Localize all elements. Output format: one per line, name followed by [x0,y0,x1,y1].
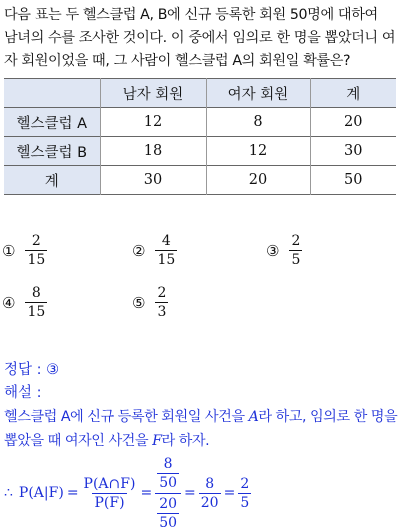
choice-number: ② [132,241,146,260]
complex-fraction [155,455,181,532]
explanation-text [4,405,400,453]
row-label: 헬스클럽 A [4,108,100,137]
cell-total: 30 [310,137,396,166]
result-denominator: 5 [240,494,250,511]
cell-male: 12 [100,108,206,137]
step-fraction [199,475,221,512]
cell-male: 30 [100,166,206,195]
table-header-male: 남자 회원 [100,79,206,108]
table-row [4,108,396,137]
table-row [4,137,396,166]
table-header-female: 여자 회원 [206,79,310,108]
cell-male: 18 [100,137,206,166]
inner-fraction [157,455,179,492]
equals-sign: = [140,485,153,501]
choice-5[interactable] [132,284,168,321]
complex-denominator [155,494,181,532]
choice-3[interactable] [266,232,302,269]
explanation-line-1 [4,405,400,429]
equals-sign: = [184,485,196,501]
inner-denominator: 50 [159,474,178,491]
choice-fraction [155,284,168,321]
choice-numerator: 2 [31,233,41,249]
row-label: 헬스클럽 B [4,137,100,166]
conditional-fraction [82,475,138,512]
equals-sign: = [223,485,236,501]
cell-female: 20 [206,166,310,195]
solution-formula [4,455,251,531]
equals-sign: = [66,485,79,501]
answer-line: 정답 : ③ [4,362,60,378]
choice-fraction [25,284,47,321]
choice-denominator: 5 [291,252,301,268]
inner-numerator: 20 [159,495,178,512]
inner-numerator: 8 [163,455,173,472]
cell-total: 20 [310,108,396,137]
cell-female: 12 [206,137,310,166]
choice-1[interactable] [2,232,47,269]
choice-numerator: 2 [291,233,301,249]
variable-f: F [152,433,162,449]
cell-total: 50 [310,166,396,195]
variable-a: A [248,409,259,425]
choice-fraction [289,232,302,269]
conditional-denominator: P(F) [94,494,125,511]
step-denominator: 20 [200,494,219,511]
table-header-corner [4,79,100,108]
row-label: 계 [4,166,100,195]
result-numerator: 2 [240,475,250,492]
table-header-row [4,79,396,108]
choice-number: ① [2,241,16,260]
cell-female: 8 [206,108,310,137]
choice-4[interactable] [2,284,47,321]
explanation-title: 해설 : [4,385,42,401]
step-numerator: 8 [205,475,215,492]
result-fraction [238,475,251,512]
choice-denominator: 15 [27,252,46,268]
choice-fraction [155,232,177,269]
membership-table [4,78,396,195]
choice-numerator: 8 [31,285,41,301]
problem-text [4,4,398,73]
choice-denominator: 3 [157,304,167,320]
choice-denominator: 15 [157,252,176,268]
table-row [4,166,396,195]
problem-line-2: 남녀의 수를 조사한 것이다. 이 중에서 임의로 한 명을 뽑았더니 여 [4,30,396,46]
therefore-symbol: ∴ [4,485,13,501]
table-header-total: 계 [310,79,396,108]
choice-denominator: 15 [27,304,46,320]
inner-fraction [157,495,179,532]
explanation-text-part: 헬스클럽 A에 신규 등록한 회원일 사건을 [4,409,249,425]
choice-number: ③ [266,241,280,260]
explanation-line-2 [4,429,400,453]
formula-lhs: P(A|F) [18,485,64,501]
explanation-text-part: 라 하자. [161,433,210,449]
problem-line-3: 자 회원이었을 때, 그 사람이 헬스클럽 A의 회원일 확률은? [4,53,351,69]
explanation-text-part: 라 하고, 임의로 한 명을 [258,409,398,425]
choice-numerator: 2 [157,285,167,301]
choice-2[interactable] [132,232,177,269]
conditional-numerator: P(A∩F) [83,475,136,492]
choice-number: ④ [2,293,16,312]
choice-number: ⑤ [132,293,146,312]
problem-line-1: 다음 표는 두 헬스클럽 A, B에 신규 등록한 회원 50명에 대하여 [4,7,378,23]
complex-numerator [155,455,181,494]
choice-numerator: 4 [161,233,171,249]
choice-fraction [25,232,47,269]
inner-denominator: 50 [159,514,178,531]
explanation-text-part: 뽑았을 때 여자인 사건을 [4,433,153,449]
